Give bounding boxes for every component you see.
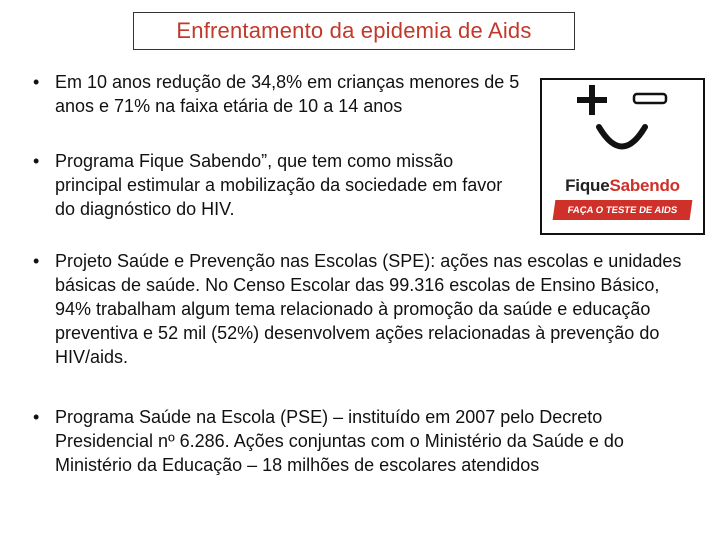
logo-brand-name	[542, 176, 703, 196]
bullet-item	[33, 70, 533, 118]
slide-title: Enfrentamento da epidemia de Aids	[176, 18, 532, 43]
bullet-dot: •	[33, 407, 40, 427]
bullet-item	[33, 405, 693, 477]
plus-minus-smile-icon	[542, 80, 703, 170]
bullet-text: Programa Fique Sabendo”, que tem como missão principal estimular a mobilização da sociedade em favor do diagnóstico do HIV.	[55, 151, 503, 219]
title-box	[133, 12, 575, 50]
bullet-dot: •	[33, 151, 40, 171]
bullet-item	[33, 249, 693, 369]
bullet-text: Projeto Saúde e Prevenção nas Escolas (SPE): ações nas escolas e unidades básicas de saúde. No Censo Escolar das 99.316 escolas de Ensino Básico, 94% trabalham algum tema relacionado à promoção da saúde e educação preventiva e 52 mil (52%) desenvolvem ações relacionadas à prevenção do HIV/aids.	[55, 251, 682, 367]
bullet-dot: •	[33, 72, 40, 92]
logo-tagline: FAÇA O TESTE DE AIDS	[553, 200, 693, 220]
bullet-text: Em 10 anos redução de 34,8% em crianças menores de 5 anos e 71% na faixa etária de 10 a 14 anos	[55, 72, 520, 116]
bullet-text: Programa Saúde na Escola (PSE) – instituído em 2007 pelo Decreto Presidencial nº 6.286. Ações conjuntas com o Ministério da Saúde e do Ministério da Educação – 18 milhões de escolares atendidos	[55, 407, 624, 475]
bullet-dot: •	[33, 251, 40, 271]
fique-sabendo-logo	[540, 78, 705, 235]
brand-part-sabendo: Sabendo	[609, 176, 680, 195]
brand-part-fique: Fique	[565, 176, 610, 195]
bullet-item	[33, 149, 503, 221]
